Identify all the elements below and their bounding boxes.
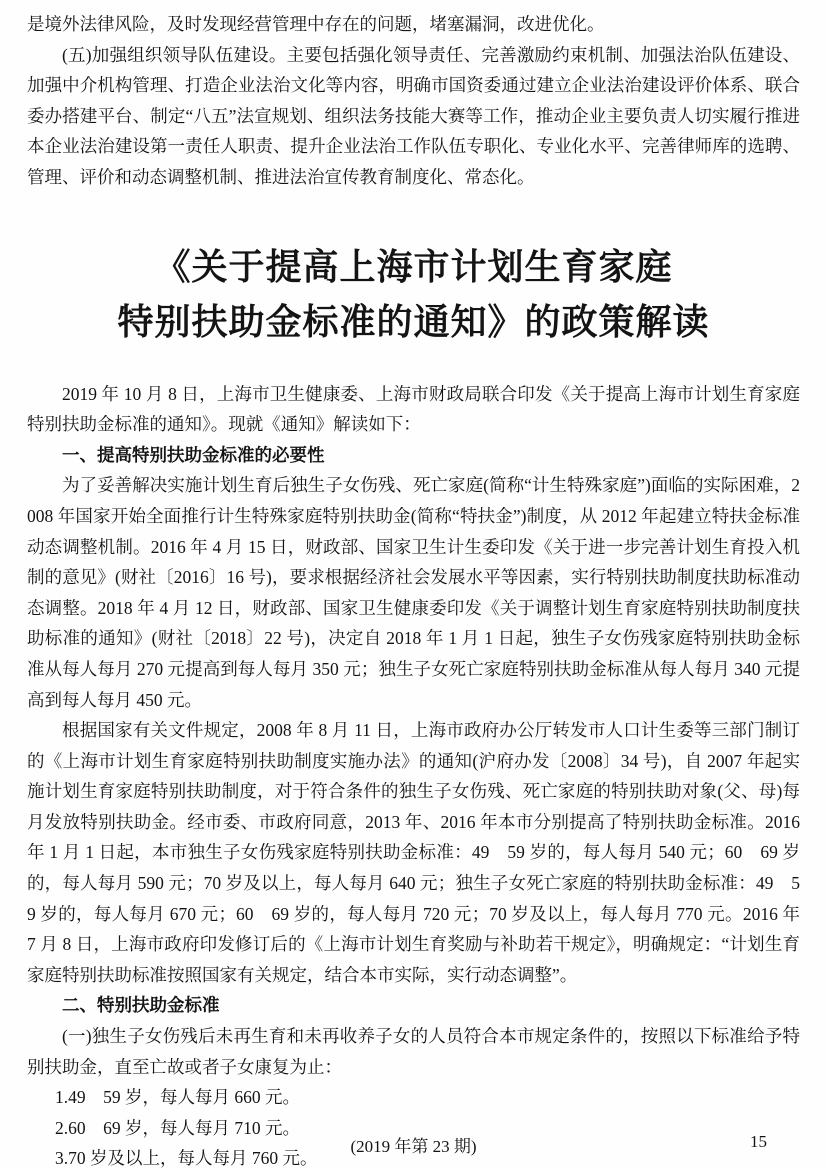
section1-paragraph-1: 为了妥善解决实施计划生育后独生子女伤残、死亡家庭(简称“计生特殊家庭”)面临的实际困难，2008 年国家开始全面推行计生特殊家庭特别扶助金(简称“特扶金”)制度，从 2012 年起建立特扶金标准动态调整机制。2016 年 4 月 15 日，财政部、国家卫生计生委印发《关于进一步完善计划生育投入机制的意见》(财社〔2016〕16 号)，要求根据经济社会发展水平等因素，实行特别扶助制度扶助标准动态调整。2018 年 4 月 12 日，财政部、国家卫生健康委印发《关于调整计划生育家庭特别扶助制度扶助标准的通知》(财社〔2018〕22 号)，决定自 2018 年 1 月 1 日起，独生子女伤残家庭特别扶助金标准从每人每月 270 元提高到每人每月 350 元；独生子女死亡家庭特别扶助金标准从每人每月 340 元提高到每人每月 450 元。: [27, 475, 800, 710]
article-title: [27, 240, 800, 350]
article-title-line1: 《关于提高上海市计划生育家庭: [154, 246, 673, 287]
page-footer: [0, 1132, 827, 1156]
standard-list-item: 2.60 69 岁，每人每月 710 元。: [55, 1117, 300, 1138]
section2-heading: 二、特别扶助金标准: [62, 995, 220, 1016]
section1-heading: 一、提高特别扶助金标准的必要性: [62, 444, 325, 465]
previous-article-tail-line: 是境外法律风险，及时发现经营管理中存在的问题，堵塞漏洞，改进优化。: [27, 14, 605, 34]
article-intro-paragraph: 2019 年 10 月 8 日，上海市卫生健康委、上海市财政局联合印发《关于提高上海市计划生育家庭特别扶助金标准的通知》。现就《通知》解读如下：: [27, 383, 800, 435]
gazette-issue-label: (2019 年第 23 期): [350, 1137, 477, 1156]
previous-article-paragraph-5: (五)加强组织领导队伍建设。主要包括强化领导责任、完善激励约束机制、加强法治队伍建设、加强中介机构管理、打造企业法治文化等内容，明确市国资委通过建立企业法治建设评价体系、联合委办搭建平台、制定“八五”法宣规划、组织法务技能大赛等工作，推动企业主要负责人切实履行推进本企业法治建设第一责任人职责、提升企业法治工作队伍专职化、专业化水平、完善律师库的选聘、管理、评价和动态调整机制、推进法治宣传教育制度化、常态化。: [27, 44, 800, 187]
standard-list-item: 1.49 59 岁，每人每月 660 元。: [55, 1087, 300, 1108]
standard-list-item: 3.70 岁及以上，每人每月 760 元。: [55, 1148, 318, 1169]
section1-paragraph-2: 根据国家有关文件规定，2008 年 8 月 11 日，上海市政府办公厅转发市人口计生委等三部门制订的《上海市计划生育家庭特别扶助制度实施办法》的通知(沪府办发〔2008〕34 号)，自 2007 年起实施计划生育家庭特别扶助制度，对于符合条件的独生子女伤残、死亡家庭的特别扶助对象(父、母)每月发放特别扶助金。经市委、市政府同意，2013 年、2016 年本市分别提高了特别扶助金标准。2016 年 1 月 1 日起，本市独生子女伤残家庭特别扶助金标准：49 59 岁的，每人每月 540 元；60 69 岁的，每人每月 590 元；70 岁及以上，每人每月 640 元；独生子女死亡家庭的特别扶助金标准：49 59 岁的，每人每月 670 元；60 69 岁的，每人每月 720 元；70 岁及以上，每人每月 770 元。2016 年 7 月 8 日，上海市政府印发修订后的《上海市计划生育奖励与补助若干规定》，明确规定：“计划生育家庭特别扶助标准按照国家有关规定，结合本市实际，实行动态调整”。: [27, 720, 800, 985]
section2-paragraph-1: (一)独生子女伤残后未再生育和未再收养子女的人员符合本市规定条件的，按照以下标准给予特别扶助金，直至亡故或者子女康复为止：: [27, 1026, 800, 1077]
article-title-line2: 特别扶助金标准的通知》的政策解读: [117, 301, 710, 342]
page-number: 15: [750, 1132, 767, 1151]
